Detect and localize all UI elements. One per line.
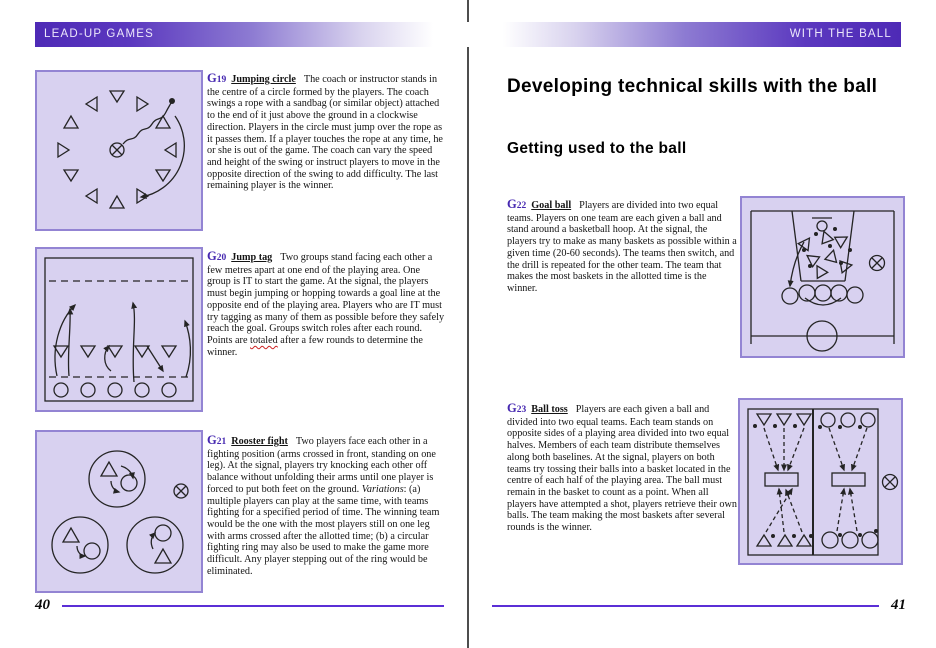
jump-tag-diagram (35, 247, 203, 412)
coach-marker (174, 484, 188, 498)
game-id: G21 (207, 433, 227, 447)
page-number: 41 (891, 597, 906, 613)
game-g21 (207, 435, 446, 577)
ball-toss-diagram (738, 398, 903, 565)
hoop-circle (817, 221, 827, 231)
game-body: Two groups stand facing each other a few metres apart at one end of the playing area. One group is IT to start the game. At the signal, the players must begin jumping or hopping towards a goal line at the opposite end of the playing area. Players who are IT must try tagging as many of them as possible before they safely reach the goal. Groups switch roles after each round. Points are totaled after a few rounds to determine the winner. (207, 252, 445, 358)
right-page (468, 0, 936, 648)
right-running-header: WITH THE BALL (468, 22, 901, 47)
fighter-pairs (63, 462, 171, 563)
left-footer (35, 597, 444, 614)
game-body: The coach or instructor stands in the centre of a circle formed by the players. The coach swings a rope with a sandbag (or similar object) attached to the end of it just above the ground in a clockwise direction. Players in the circle must jump over the rope as it passes them. If a player touches the rope at any time, he or she is out of the game. The coach can vary the speed and height of the swing or instruct players to move in the opposite direction of the swing to add difficulty. The last remaining player is the winner. (207, 74, 443, 192)
team-b-circles (821, 413, 878, 548)
game-g22 (507, 199, 737, 295)
jumping-circle-diagram (35, 70, 203, 231)
coach-marker (883, 475, 898, 490)
game-id: G22 (507, 197, 527, 211)
footer-rule (62, 605, 444, 607)
toss-arrows (764, 428, 867, 532)
section-title: Developing technical skills with the ball (507, 76, 878, 97)
waiting-team-circles (782, 285, 863, 304)
rope-line (123, 103, 171, 144)
ball-dots (753, 424, 878, 538)
game-g19 (207, 73, 446, 192)
left-running-header: LEAD-UP GAMES (35, 22, 468, 47)
game-title: Ball toss (531, 404, 568, 415)
game-g23 (507, 403, 737, 534)
it-player-triangles (54, 346, 176, 357)
page-number: 40 (35, 597, 50, 613)
game-title: Jumping circle (231, 74, 296, 85)
rooster-fight-diagram (35, 430, 203, 593)
coach-marker (870, 256, 885, 271)
fighting-rings (52, 451, 183, 573)
basket-right (832, 473, 865, 486)
shooting-player-triangles (798, 229, 853, 278)
game-body: Players are each given a ball and divided into two equal teams. Each team stands on opposite sides of a playing area divided into two equal halves. Members of each team distribute themselves along both baselines. At the signal, players on both teams try tossing their balls into a basket located in the centre of each half of the playing area. The ball must remain in the basket to count as a point. When all players have attempted a shot, players retrieve their own balls. The team making the most baskets after several rounds is the winner. (507, 404, 737, 534)
game-title: Rooster fight (231, 436, 288, 447)
game-g20 (207, 251, 446, 358)
subsection-title: Getting used to the ball (507, 140, 687, 157)
header-band (0, 22, 936, 47)
goal-ball-diagram (740, 196, 905, 358)
basket-left (765, 473, 798, 486)
game-id: G23 (507, 401, 527, 415)
coach-marker (110, 143, 124, 157)
game-id: G20 (207, 249, 227, 263)
playing-area-outline (45, 258, 193, 401)
game-body: Players are divided into two equal teams. Players on one team are each given a ball and stand around a basketball hoop. At the signal, the players try to make as many baskets as possible within a given time (20-60 seconds). The teams then switch, and the drill is repeated for the other team. The team that makes the most baskets in the allotted time is the winner. (507, 200, 737, 294)
footer-rule (492, 605, 879, 607)
movement-arrows (55, 303, 190, 382)
right-footer (492, 597, 906, 614)
sandbag-dot (169, 98, 175, 104)
runner-circles (54, 383, 176, 397)
game-id: G19 (207, 71, 227, 85)
game-title: Jump tag (231, 252, 273, 263)
game-body: Two players face each other in a fighting position (arms crossed in front, standing on one leg). At the signal, players try knocking each other off balance without unfolding their arms until one player is forced to put both feet on the ground. Variations: (a) multiple players can play at the same time, with teams fighting for a specified period of time. The winning team would be the one with the most players still on one leg with arms crossed after the allotted time; (b) a circular fighting ring may also be used to make the game more difficult. Any player stepping out of the ring would be eliminated. (207, 436, 440, 577)
game-title: Goal ball (531, 200, 572, 211)
